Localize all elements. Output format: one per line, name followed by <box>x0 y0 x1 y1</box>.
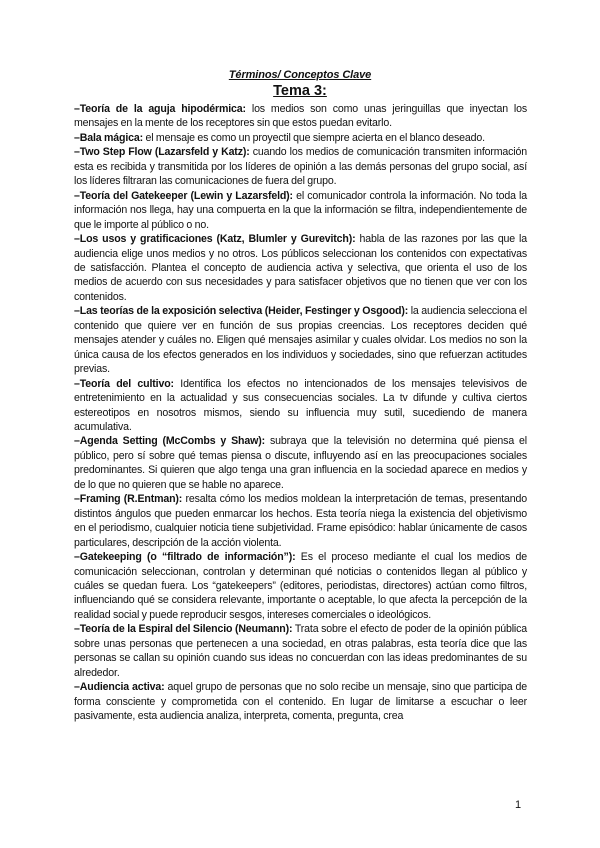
entry-gatekeeping <box>74 550 527 622</box>
entry-term: –Teoría de la aguja hipodérmica: <box>74 103 246 115</box>
entry-term: –Agenda Setting (McCombs y Shaw): <box>74 435 265 448</box>
entry-term: –Bala mágica: <box>74 131 143 144</box>
page-number: 1 <box>515 799 522 811</box>
entry-text: aquel grupo de personas que no solo recibe un mensaje, sino que participa de forma consciente y comprometida con el contenido. En lugar de limitarse a escuchar o leer pasivamente, esta audiencia analiza, interpreta, comenta, pregunta, crea <box>74 681 527 723</box>
entry-term: –Two Step Flow (Lazarsfeld y Katz): <box>74 146 250 159</box>
entry-aguja-hipodermica <box>74 102 527 131</box>
document-subtitle: Tema 3: <box>273 83 327 99</box>
document-title: Términos/ Conceptos Clave <box>228 69 372 81</box>
document-header <box>0 68 600 99</box>
document-body <box>74 102 527 723</box>
entry-text: resalta cómo los medios moldean la interpretación de temas, presentando distintos ángulos que pueden enmarcar los hechos. Esta teoría niega la existencia del objetivismo en el periodismo, cualquier noticia tiene subjetividad. Frame episódico: hablar únicamente de casos particulares, descripción de la acción violenta. <box>74 493 528 549</box>
entry-exposicion-selectiva <box>74 304 527 376</box>
entry-term: –Teoría de la Espiral del Silencio (Neumann): <box>74 623 293 636</box>
entry-gatekeeper <box>74 189 527 232</box>
entry-teoria-cultivo <box>74 377 527 435</box>
entry-agenda-setting <box>74 434 527 492</box>
entry-text: el comunicador controla la información. No toda la información nos llega, hay una compuerta en la que la información se filtra, independientemente de que le importe al público o no. <box>74 189 527 231</box>
entry-term: –Teoría del Gatekeeper (Lewin y Lazarsfeld): <box>74 189 293 202</box>
entry-audiencia-activa <box>74 680 527 723</box>
entry-usos-gratificaciones <box>74 232 527 304</box>
entry-text: habla de las razones por las que la audiencia elige unos medios y no otros. Los públicos seleccionan los contenidos con expectativas de satisfacción. Plantea el concepto de audiencia activa y selectiva, que orienta el uso de los medios de acuerdo con sus necesidades y para satisfacer objetivos que no tienen que ver con los contenidos. <box>74 233 527 303</box>
entry-text: Identifica los efectos no intencionados de los mensajes televisivos de entretenimiento en la actualidad y sus consecuencias sociales. La tv difunde y cultiva ciertos estereotipos en nosotros mismos, siendo su influencia muy sutil, sucediendo de manera acumulativa. <box>74 377 527 433</box>
entry-text: Es el proceso mediante el cual los medios de comunicación seleccionan, controlan y determinan qué noticias o contenidos llegan al público y cuáles se quedan fuera. Los “gatekeepers” (editores, periodistas, directores) actúan como filtros, influenciando qué se considera relevante, importante o aceptable, lo que afecta la percepción de la realidad social y puede reproducir sesgos, intereses comerciales o ideológicos. <box>74 551 527 621</box>
entry-text: los medios son como unas jeringuillas que inyectan los mensajes en la mente de los receptores sin que estos puedan evitarlo. <box>74 103 527 130</box>
entry-framing <box>74 492 527 550</box>
entry-text: el mensaje es como un proyectil que siempre acierta en el blanco deseado. <box>143 131 485 144</box>
entry-term: –Audiencia activa: <box>74 681 165 694</box>
entry-text: Trata sobre el efecto de poder de la opinión pública sobre unas personas que pertenecen a una sociedad, en otras palabras, esta teoría dice que las personas se callan su opinión cuando sus ideas no concuerdan con las ideas predominantes de su alrededor. <box>74 623 528 679</box>
entry-two-step-flow <box>74 145 527 188</box>
entry-term: –Framing (R.Entman): <box>74 493 183 506</box>
entry-term: –Teoría del cultivo: <box>74 377 174 390</box>
entry-term: –Los usos y gratificaciones (Katz, Blumler y Gurevitch): <box>74 233 356 246</box>
entry-bala-magica <box>74 131 527 145</box>
entry-term: –Gatekeeping (o “filtrado de información”): <box>74 551 296 564</box>
entry-term: –Las teorías de la exposición selectiva (Heider, Festinger y Osgood): <box>74 305 409 318</box>
entry-espiral-silencio <box>74 622 527 680</box>
entry-text: la audiencia selecciona el contenido que quiere ver en función de sus propias creencias. Los receptores deciden qué mensajes atender y cuáles no. Eligen qué mensajes asimilar y cuales olvidar. Los medios no son la única causa de los efectos generados en los individuos y sociedades, sino que refuerzan actitudes previas. <box>74 305 527 376</box>
entry-text: subraya que la televisión no determina qué piensa el público, pero sí sobre qué temas piensa o discute, influyendo así en las preocupaciones sociales predominantes. Si quieren que algo tenga una gran influencia en la sociedad aparece en medios y de lo que no quieren que se hable no aparece. <box>74 435 527 491</box>
entry-text: cuando los medios de comunicación transmiten información esta es recibida y transmitida por los líderes de opinión a las demás personas del grupo social, así los líderes filtraran las comunicaciones de fuera del grupo. <box>74 146 527 188</box>
